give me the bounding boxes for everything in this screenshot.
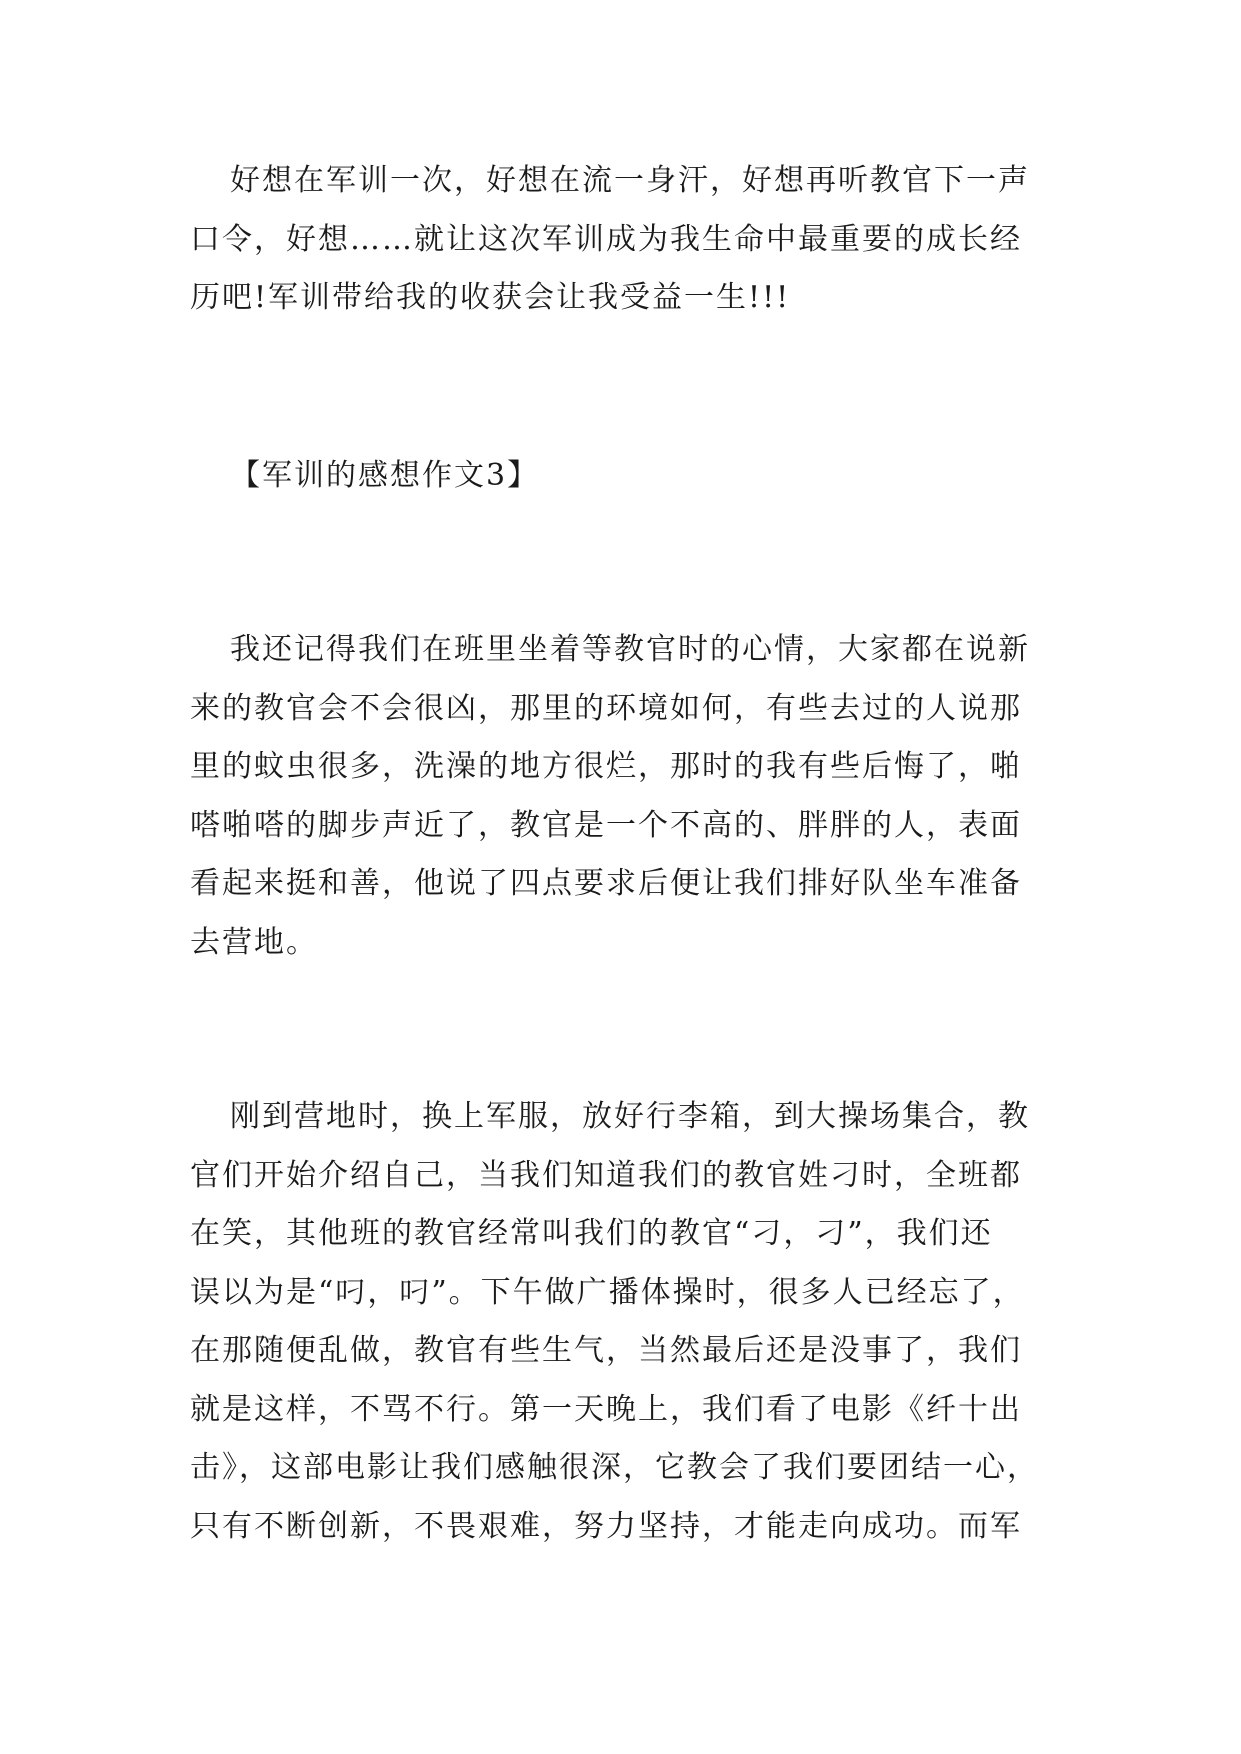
paragraph-line: 误以为是“叼，叼”。下午做广播体操时，很多人已经忘了， — [190, 1274, 1025, 1310]
paragraph-line: 好想在军训一次，好想在流一身汗，好想再听教官下一声 — [230, 163, 1030, 198]
paragraph-line: 在那随便乱做，教官有些生气，当然最后还是没事了，我们 — [190, 1333, 1022, 1368]
section-heading: 【军训的感想作文3】 — [230, 458, 540, 493]
paragraph-3 — [190, 1088, 1050, 1556]
paragraph-line: 我还记得我们在班里坐着等教官时的心情，大家都在说新 — [230, 632, 1030, 667]
paragraph-line: 击》，这部电影让我们感触很深，它教会了我们要团结一心， — [190, 1450, 1039, 1485]
paragraph-line: 来的教官会不会很凶，那里的环境如何，有些去过的人说那 — [190, 690, 1022, 726]
paragraph-line: 去营地。 — [190, 924, 318, 960]
paragraph-line: 在笑，其他班的教官经常叫我们的教官“刁，刁”，我们还 — [190, 1216, 993, 1251]
paragraph-line: 刚到营地时，换上军服，放好行李箱，到大操场集合，教 — [230, 1099, 1030, 1134]
paragraph-line: 看起来挺和善，他说了四点要求后便让我们排好队坐车准备 — [190, 866, 1022, 901]
paragraph-1 — [190, 152, 1050, 328]
paragraph-line: 只有不断创新，不畏艰难，努力坚持，才能走向成功。而军 — [190, 1508, 1022, 1544]
paragraph-line: 嗒啪嗒的脚步声近了，教官是一个不高的、胖胖的人，表面 — [190, 807, 1022, 843]
paragraph-line: 就是这样，不骂不行。第一天晚上，我们看了电影《纤十出 — [190, 1391, 1022, 1427]
paragraph-line: 历吧!军训带给我的收获会让我受益一生!!! — [190, 280, 791, 315]
paragraph-line: 官们开始介绍自己，当我们知道我们的教官姓刁时，全班都 — [190, 1157, 1022, 1193]
paragraph-2 — [190, 621, 1050, 972]
paragraph-line: 口令，好想……就让这次军训成为我生命中最重要的成长经 — [190, 221, 1022, 257]
section-heading-block — [190, 447, 1050, 506]
paragraph-line: 里的蚊虫很多，洗澡的地方很烂，那时的我有些后悔了，啪 — [190, 749, 1022, 784]
